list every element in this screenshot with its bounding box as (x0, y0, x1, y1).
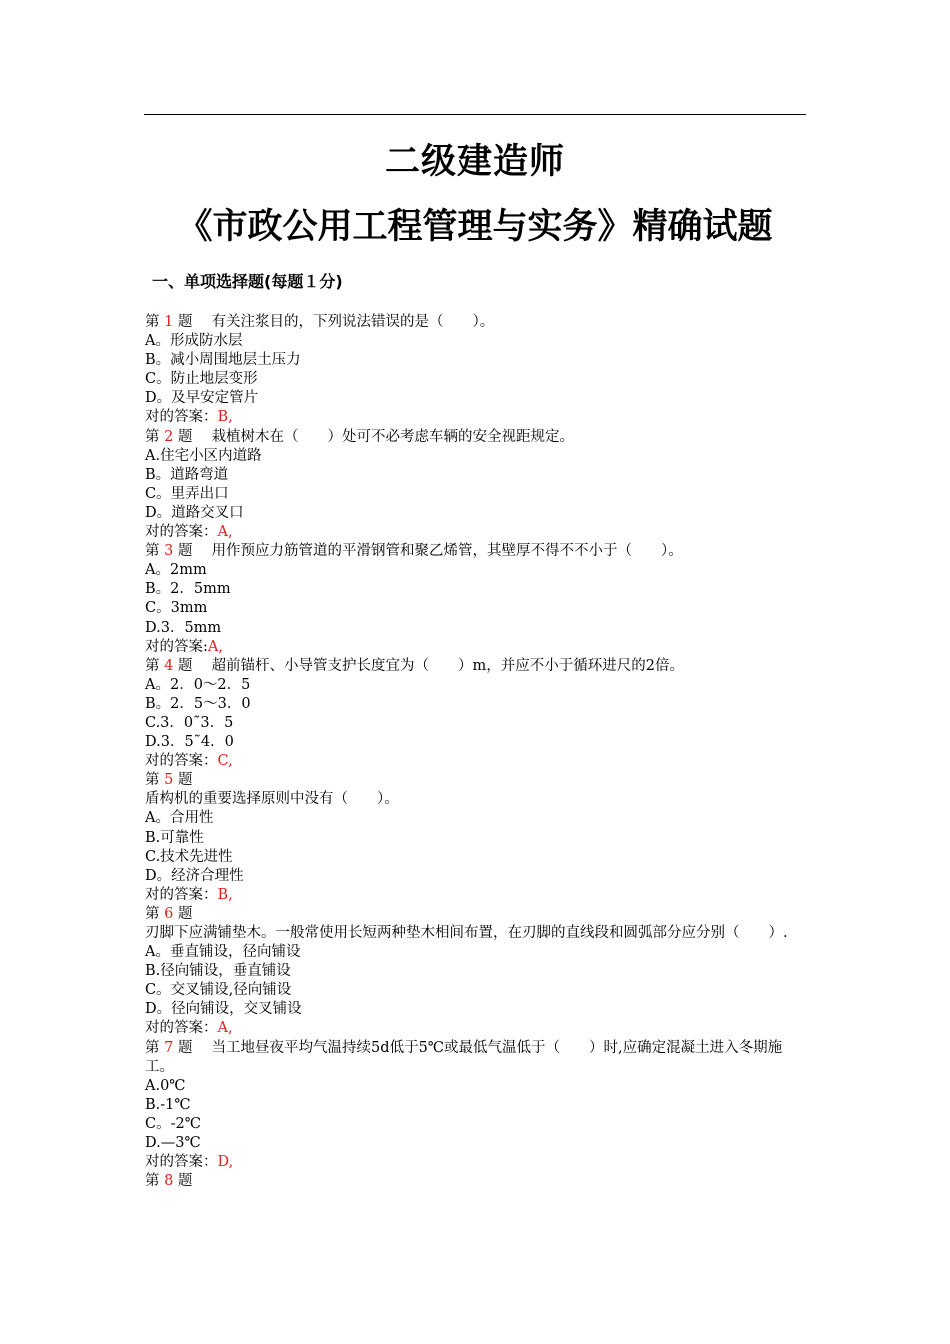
option: C。交叉铺设,径向铺设 (145, 982, 292, 999)
option: A.0℃ (145, 1077, 186, 1094)
option: B。道路弯道 (145, 466, 229, 483)
option: D。径向铺设，交叉铺设 (145, 1001, 302, 1018)
section-heading: 一、单项选择题(每题１分) (152, 272, 343, 291)
option: B.可靠性 (145, 829, 204, 846)
answer-line: 对的答案：B, (145, 409, 233, 426)
document-title: 二级建造师 (384, 142, 565, 182)
option: D。道路交叉口 (145, 504, 244, 521)
option: C.技术先进性 (145, 848, 233, 865)
option: B.-1℃ (145, 1096, 191, 1113)
header-rule (144, 114, 806, 115)
question-header: 第 1 题 有关注浆目的，下列说法错误的是（ ）。 (145, 314, 495, 330)
answer-line: 对的答案：D, (145, 1154, 234, 1171)
question-stem: 有关注浆目的，下列说法错误的是（ ）。 (211, 314, 495, 330)
option: D。经济合理性 (145, 867, 244, 884)
answer-value: B, (217, 409, 233, 426)
question-stem: 盾构机的重要选择原则中没有（ ）。 (145, 791, 399, 808)
option: A。垂直铺设，径向铺设 (145, 944, 301, 961)
question-header: 第 8 题 (145, 1173, 193, 1190)
question-stem: 当工地昼夜平均气温持续5d低于5℃或最低气温低于（ ）时,应确定混凝土进入冬期施工。 (145, 1039, 783, 1075)
answer-value: C, (217, 753, 233, 770)
option: A。2mm (145, 562, 207, 579)
option: D.3．5˜4．0 (145, 734, 234, 751)
option: D.—3℃ (145, 1135, 201, 1152)
answer-value: A, (217, 524, 233, 541)
answer-line: 对的答案：C, (145, 753, 233, 770)
option: C。防止地层变形 (145, 371, 258, 388)
answer-line: 对的答案:A, (145, 638, 223, 655)
question-stem: 栽植树木在（ ）处可不必考虑车辆的安全视距规定。 (211, 428, 575, 445)
question-stem: 刃脚下应满铺垫木。一般常使用长短两种垫木相间布置，在刃脚的直线段和圆弧部分应分别（ ）. (145, 925, 788, 941)
option: D。及早安定管片 (145, 390, 259, 407)
option: B。减小周围地层土压力 (145, 352, 301, 369)
option: B.径向铺设，垂直铺设 (145, 963, 291, 980)
option: A.住宅小区内道路 (145, 447, 262, 464)
answer-value: D, (217, 1154, 234, 1171)
question-header: 第 5 题 (145, 772, 193, 789)
question-stem: 用作预应力筋管道的平滑钢管和聚乙烯管，其壁厚不得不不小于（ ）。 (211, 543, 683, 560)
option: B。2．5mm (145, 581, 231, 598)
answer-value: B, (217, 886, 233, 903)
answer-value: A, (217, 1020, 233, 1037)
answer-value: A, (207, 638, 223, 655)
answer-line: 对的答案：A, (145, 1020, 233, 1037)
option: C。里弄出口 (145, 485, 229, 502)
option: D.3．5mm (145, 619, 222, 636)
question-header: 第 4 题 超前锚杆、小导管支护长度宜为（ ）m，并应不小于循环进尺的2倍。 (145, 657, 685, 674)
answer-line: 对的答案：A, (145, 524, 233, 541)
option: B。2．5～3．0 (145, 695, 251, 712)
option: C。3mm (145, 600, 208, 617)
question-header: 第 2 题 栽植树木在（ ）处可不必考虑车辆的安全视距规定。 (145, 428, 575, 445)
option: C.3．0˜3．5 (145, 714, 234, 731)
option: A。形成防水层 (145, 333, 243, 350)
answer-line: 对的答案：B, (145, 886, 233, 903)
document-subtitle: 《市政公用工程管理与实务》精确试题 (177, 207, 773, 247)
question-list (145, 313, 805, 1191)
option: A。2．0～2．5 (145, 676, 251, 693)
option: C。-2℃ (145, 1115, 201, 1132)
question-stem: 超前锚杆、小导管支护长度宜为（ ）m，并应不小于循环进尺的2倍。 (211, 657, 685, 674)
option: A。合用性 (145, 810, 214, 827)
question-header: 第 7 题 当工地昼夜平均气温持续5d低于5℃或最低气温低于（ ）时,应确定混凝土进入冬期施工。 (145, 1039, 783, 1075)
question-header: 第 6 题 (145, 905, 193, 922)
question-header: 第 3 题 用作预应力筋管道的平滑钢管和聚乙烯管，其壁厚不得不不小于（ ）。 (145, 543, 683, 560)
